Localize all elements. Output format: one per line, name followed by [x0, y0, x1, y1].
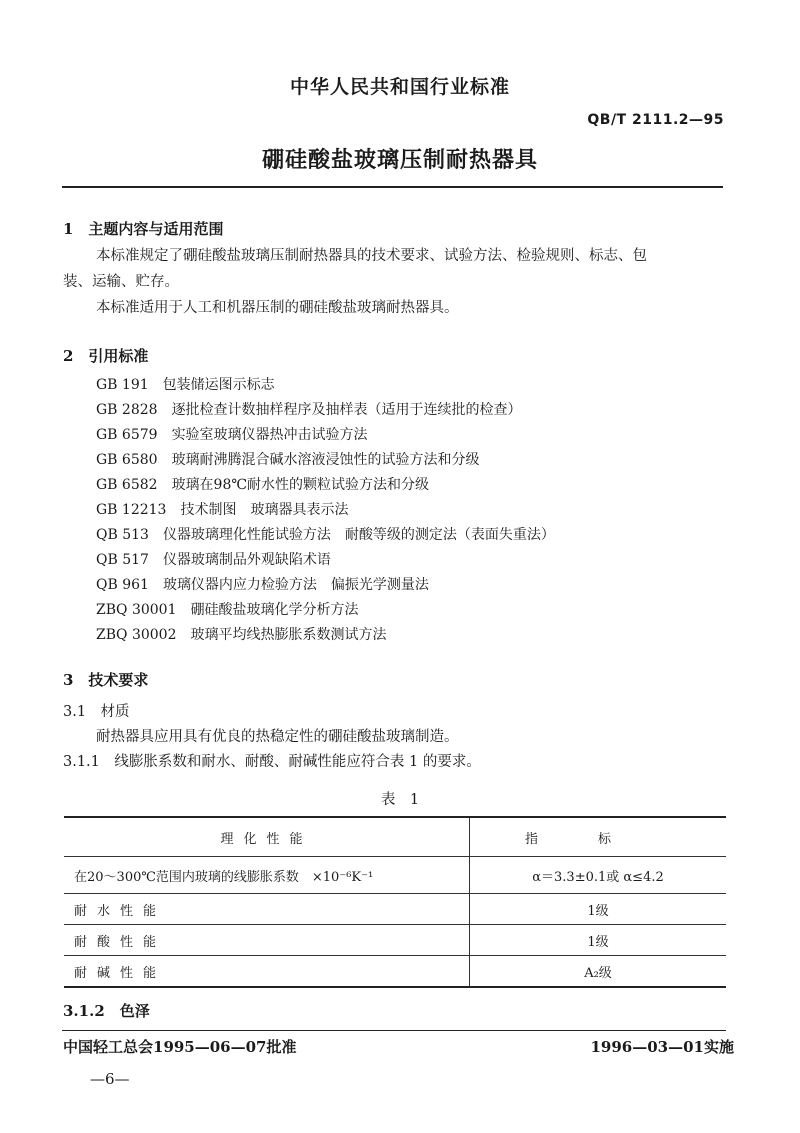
- reference-code: QB 513: [96, 527, 149, 543]
- column-header-property: 理化性能: [64, 817, 470, 857]
- reference-code: GB 6579: [96, 427, 158, 443]
- reference-code: GB 6580: [96, 452, 158, 468]
- reference-item: [96, 524, 555, 544]
- section-1-paragraph-2: 本标准适用于人工和机器压制的硼硅酸盐玻璃耐热器具。: [96, 300, 459, 316]
- reference-title: 仪器玻璃理化性能试验方法 耐酸等级的测定法（表面失重法）: [162, 527, 555, 543]
- reference-code: ZBQ 30001: [96, 602, 177, 618]
- reference-title: 包装储运图示标志: [162, 377, 275, 393]
- section-2-heading: 2 引用标准: [63, 347, 149, 365]
- reference-item: [96, 374, 275, 394]
- section-1-paragraph-1-line-2: 装、运输、贮存。: [63, 274, 179, 290]
- reference-item: [96, 399, 522, 419]
- table-cell-value: 1级: [470, 925, 727, 956]
- reference-item: [96, 449, 480, 469]
- reference-code: QB 517: [96, 552, 149, 568]
- reference-title: 技术制图 玻璃器具表示法: [180, 502, 349, 518]
- reference-title: 实验室玻璃仪器热冲击试验方法: [171, 427, 368, 443]
- footer-divider: [62, 1030, 726, 1031]
- reference-title: 玻璃平均线热膨胀系数测试方法: [190, 627, 387, 643]
- reference-item: [96, 474, 429, 494]
- reference-title: 玻璃耐沸腾混合碱水溶液浸蚀性的试验方法和分级: [171, 452, 480, 468]
- reference-code: GB 12213: [96, 502, 167, 518]
- table-row: [64, 925, 726, 956]
- reference-title: 硼硅酸盐玻璃化学分析方法: [190, 602, 359, 618]
- table-cell-property: 耐水性能: [64, 894, 470, 925]
- reference-item: [96, 424, 368, 444]
- reference-item: [96, 499, 348, 519]
- table-cell-value: 1级: [470, 894, 727, 925]
- table-cell-property: 耐酸性能: [64, 925, 470, 956]
- reference-item: [96, 574, 429, 594]
- reference-title: 玻璃在98℃耐水性的颗粒试验方法和分级: [171, 477, 430, 493]
- table-row: [64, 894, 726, 925]
- table-cell-value: A₂级: [470, 956, 727, 988]
- section-3-1-text: 耐热器具应用具有优良的热稳定性的硼硅酸盐玻璃制造。: [96, 729, 459, 745]
- standard-category-title: 中华人民共和国行业标准: [289, 76, 510, 98]
- section-1-heading: 1 主题内容与适用范围: [63, 220, 224, 238]
- standard-code: QB/T 2111.2—95: [587, 112, 724, 128]
- reference-code: GB 2828: [96, 402, 158, 418]
- reference-title: 仪器玻璃制品外观缺陷术语: [162, 552, 331, 568]
- table-1: [64, 816, 726, 988]
- page-number: —6—: [90, 1070, 130, 1088]
- table-cell-value: α＝3.3±0.1或 α≤4.2: [470, 857, 727, 894]
- reference-item: [96, 624, 386, 644]
- effective-date-note: 1996—03—01实施: [590, 1038, 734, 1056]
- reference-item: [96, 599, 358, 619]
- table-row: [64, 956, 726, 988]
- reference-title: 玻璃仪器内应力检验方法 偏振光学测量法: [162, 577, 429, 593]
- section-3-1-2-heading: 3.1.2 色泽: [63, 1002, 150, 1020]
- table-1-caption: 表 1: [380, 792, 420, 808]
- approval-note: 中国轻工总会1995—06—07批准: [63, 1038, 297, 1056]
- table-row: [64, 857, 726, 894]
- table-header-row: [64, 817, 726, 857]
- reference-code: GB 6582: [96, 477, 158, 493]
- section-3-1-1-text: 3.1.1 线膨胀系数和耐水、耐酸、耐碱性能应符合表 1 的要求。: [63, 754, 481, 770]
- section-3-1-heading: 3.1 材质: [63, 704, 130, 720]
- table-cell-property: 耐碱性能: [64, 956, 470, 988]
- table-cell-property: 在20～300℃范围内玻璃的线膨胀系数 ×10⁻⁶K⁻¹: [64, 857, 470, 894]
- document-title: 硼硅酸盐玻璃压制耐热器具: [261, 147, 538, 173]
- reference-title: 逐批检查计数抽样程序及抽样表（适用于连续批的检查）: [171, 402, 522, 418]
- section-1-paragraph-1-line-1: 本标准规定了硼硅酸盐玻璃压制耐热器具的技术要求、试验方法、检验规则、标志、包: [96, 248, 647, 264]
- reference-item: [96, 549, 331, 569]
- reference-code: QB 961: [96, 577, 149, 593]
- title-divider: [62, 186, 723, 188]
- column-header-value: 指标: [470, 817, 727, 857]
- reference-code: GB 191: [96, 377, 149, 393]
- section-3-heading: 3 技术要求: [63, 671, 149, 689]
- reference-code: ZBQ 30002: [96, 627, 177, 643]
